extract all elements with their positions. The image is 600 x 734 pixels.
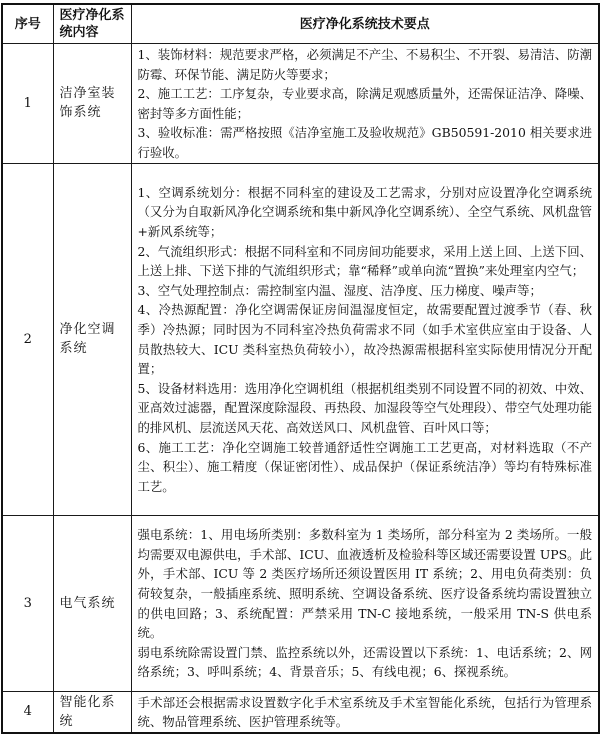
row-system: 洁净室装饰系统 bbox=[53, 44, 131, 164]
row-points bbox=[131, 44, 599, 164]
point-text: 1、空调系统划分：根据不同科室的建设及工艺需求，分别对应设置净化空调系统（又分为自取新风净化空调系统和集中新风净化空调系统）、全空气系统、风机盘管+新风系统等； bbox=[137, 184, 592, 239]
point-text: 手术部还会根据需求设置数字化手术室系统及手术室智能化系统，包括行为管理系统、物品管理系统、医护管理系统等。 bbox=[137, 694, 592, 730]
table-row bbox=[2, 691, 599, 733]
row-points bbox=[131, 691, 599, 733]
row-system: 净化空调系统 bbox=[53, 163, 131, 515]
row-points bbox=[131, 515, 599, 691]
row-index: 4 bbox=[2, 691, 53, 733]
point-text: 强电系统：1、用电场所类别：多数科室为 1 类场所，部分科室为 2 类场所。一般均需要双电源供电，手术部、ICU、血液透析及检验科等区域还需要设置 UPS。此外，手术部、ICU 等 2 类医疗场所还须设置医用 IT 系统；2、用电负荷类别：负荷较复杂，一般插座系统、照明系统、空调设备系统、医疗设备系统均需设置独立的供电回路；3、系统配置：严禁采用 TN-C 接地系统，一般采用 TN-S 供电系统。 bbox=[137, 527, 592, 641]
row-index: 2 bbox=[2, 163, 53, 515]
point-text: 2、气流组织形式：根据不同科室和不同房间功能要求，采用上送上回、上送下回、上送上排、下送下排的气流组织形式；靠“稀释”或单向流“置换”来处理室内空气； bbox=[137, 243, 592, 279]
point-text: 5、设备材料选用：选用净化空调机组（根据机组类别不同设置不同的初效、中效、亚高效过滤器，配置深度除湿段、再热段、加湿段等空气处理段）、带空气处理功能的排风机、层流送风天花、高效送风口、风机盘管、百叶风口等； bbox=[137, 380, 592, 435]
row-index: 1 bbox=[2, 44, 53, 164]
table-row bbox=[2, 163, 599, 515]
point-text: 1、装饰材料：规范要求严格，必须满足不产尘、不易积尘、不开裂、易清洁、防潮防霉、环保节能、满足防火等要求； bbox=[137, 47, 592, 82]
header-points: 医疗净化系统技术要点 bbox=[131, 4, 599, 44]
header-system: 医疗净化系统内容 bbox=[53, 4, 131, 44]
row-system: 智能化系统 bbox=[53, 691, 131, 733]
point-text: 3、验收标准：需严格按照《洁净室施工及验收规范》GB50591-2010 相关要求进行验收。 bbox=[137, 125, 592, 160]
row-points bbox=[131, 163, 599, 515]
point-text: 4、冷热源配置：净化空调需保证房间温湿度恒定，故需要配置过渡季节（春、秋季）冷热源；同时因为不同科室冷热负荷需求不同（如手术室供应室由于设备、人员散热较大、ICU 类科室热负荷较小），故冷热源需根据科室实际使用情况分开配置； bbox=[137, 302, 592, 377]
point-text: 6、施工工艺：净化空调施工较普通舒适性空调施工工艺更高，对材料选取（不产尘、积尘）、施工精度（保证密闭性）、成品保护（保证系统洁净）等均有特殊标准工艺。 bbox=[137, 439, 592, 494]
point-text: 3、空气处理控制点：需控制室内温、湿度、洁净度、压力梯度、噪声等； bbox=[137, 282, 542, 298]
header-row bbox=[2, 4, 599, 44]
table-row bbox=[2, 44, 599, 164]
row-index: 3 bbox=[2, 515, 53, 691]
row-system: 电气系统 bbox=[53, 515, 131, 691]
tech-points-table bbox=[1, 3, 600, 734]
point-text: 2、施工工艺：工序复杂，专业要求高，除满足观感质量外，还需保证洁净、降噪、密封等多方面性能； bbox=[137, 86, 592, 121]
header-index: 序号 bbox=[2, 4, 53, 44]
point-text: 弱电系统除需设置门禁、监控系统以外，还需设置以下系统：1、电话系统；2、网络系统；3、呼叫系统；4、背景音乐；5、有线电视；6、探视系统。 bbox=[137, 644, 592, 680]
table-row bbox=[2, 515, 599, 691]
